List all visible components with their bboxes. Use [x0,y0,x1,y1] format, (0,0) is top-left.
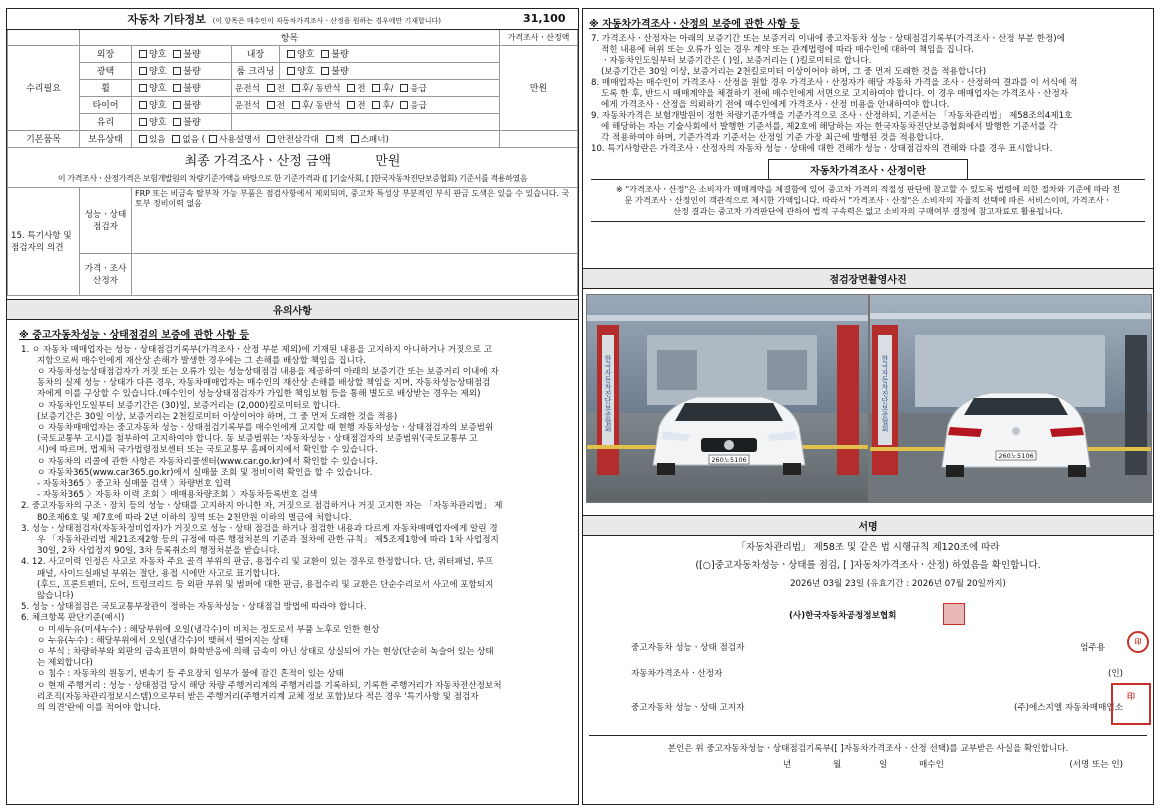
gloss-bad-checkbox[interactable] [173,67,181,75]
buyer-sign-mark: (서명 또는 인) [1069,760,1123,770]
notice-line: (후드, 프론트펜더, 도어, 트렁크리드 등 외판 부위 및 범퍼에 대한 판금, 용접수리 및 교환은 단순수리로서 사고에 포함되지 [37,579,494,590]
good-label: 양호 [149,67,167,77]
final-amount-title: 최종 가격조사ㆍ산정 금액 [184,153,331,169]
repair-needed-label: 수리필요 [8,45,80,130]
tire-options [132,96,232,113]
wheel-emergency-checkbox[interactable] [400,84,408,92]
notice-line: 자에게 이를 구상할 수 있습니다.(매수인이 성능상태점검자가 가입한 책임보험 등을 통해 별도로 배상받는 경우는 제외) [37,389,481,400]
notice-line: ㅇ 자동차성능상태점검자가 거짓 또는 오류가 있는 성능상태점검 내용을 제공하여 아래의 보증기간 또는 보증거리 이내에 자 [37,366,499,377]
glass-options [132,113,232,130]
day-label: 일 [879,760,888,770]
association-name [789,609,896,621]
garage-rear-scene-image [870,295,1152,503]
interior-options [280,45,500,62]
front-label: 전 [357,83,366,94]
inspector-sign-name: 엄주용 [1080,643,1105,653]
final-amount-desc: 이 가격조사ㆍ산정가격은 보험개발원의 차량기준가액을 바탕으로 한 기준가격과 ([ ]기술사회, [ ]한국자동차진단보증협회) 기준서를 적용하였음 [8,171,578,187]
basic-none-checkbox[interactable] [172,135,180,143]
notifier-row [631,701,1123,713]
wheel-passenger-rear-checkbox[interactable] [372,84,380,92]
triangle-checkbox[interactable] [267,135,275,143]
notice-line: - 자동차365 〉중고차 실매물 검색 〉차량번호 입력 [37,478,232,489]
good-label: 양호 [149,50,167,60]
glass-good-checkbox[interactable] [139,118,147,126]
exterior-bad-checkbox[interactable] [173,50,181,58]
notice-line: 리조직(자동차관리정보시스템)으로부터 받은 주행거리(주행거리계 교체 정보 포함)보다 적은 경우 '특기사항 및 점검자 [37,691,479,702]
notice-line: 2. 중고자동차의 구조ㆍ장치 등의 성능ㆍ상태를 고지하지 아니한 자, 거짓으로 점검하거나 거짓 고지한 자는 「자동차관리법」 제 [21,501,503,512]
roomcleaning-bad-checkbox[interactable] [321,67,329,75]
spanner-checkbox[interactable] [351,135,359,143]
notice-line: ㅇ 자동차365(www.car365.go.kr)에서 실매물 조회 및 정비이력 확인을 할 수 있습니다. [37,467,373,478]
notice-line: 는 제외합니다) [37,658,93,669]
exterior-good-checkbox[interactable] [139,50,147,58]
signature-bar: 서명 [583,515,1153,536]
photo-bar: 점검장면촬영사진 [583,268,1153,289]
rear-label: 후 [382,100,391,111]
notice-body [7,345,578,715]
gloss-label: 광택 [80,62,132,79]
final-amount [8,147,578,171]
notice-line: ㅇ 자동차의 리콜에 관한 사항은 자동차리콜센터(www.car.go.kr)에서 확인할 수 있습니다. [37,456,378,467]
wheel-passenger-front-checkbox[interactable] [347,84,355,92]
good-label: 양호 [149,101,167,111]
appraiser-sign-mark: (인) [1107,669,1123,679]
garage-front-scene-image [587,295,869,503]
col-price-header: 가격조사ㆍ산정액 [500,29,578,45]
other-info-title: 자동차 기타정보 [127,12,206,26]
price-line: 7. 가격조사ㆍ산정자는 아래의 보증기간 또는 보증거리 이내에 중고자동차 성능ㆍ상태점검기록부(가격조사ㆍ산정 부분 한정)에 [591,34,1065,44]
appraiser-row [631,667,1123,679]
inspection-photo-rear [869,294,1152,503]
manual-checkbox[interactable] [209,135,217,143]
basic-items-options: 있음 없음 ( 사용설명서 안전삼각대 잭 스패너) [132,130,500,147]
gloss-good-checkbox[interactable] [139,67,147,75]
year-label: 년 [783,760,792,770]
notice-line: 30일, 2차 사업정지 90일, 3차 등록취소의 행정처분을 받습니다. [37,546,280,557]
exterior-options [132,45,232,62]
price-line: 8. 매매업자는 매수인이 가격조사ㆍ산정을 원할 경우 가격조사ㆍ산정자가 해당 자동차 가격을 조사ㆍ산정하여 결과를 이 서식에 적 [591,78,1078,88]
wheel-positions: 운전석 전 후/ 동반석 전 후/ 응급 [232,79,500,96]
notice-line: ㅇ 부식 : 차량하부와 외판의 금속표면이 화학반응에 의해 금속이 아닌 상태로 상실되어 가는 현상(단순히 녹슬어 있는 상태 [37,646,494,657]
bad-label: 불량 [183,118,201,128]
tire-passenger-front-checkbox[interactable] [347,101,355,109]
tower-text: 한국자동차진단보증협회 [604,355,612,432]
definition-title: 자동차가격조사ㆍ산정이란 [768,159,968,179]
sign-date: 2026년 03월 23일 (유효기간 : 2026년 07월 20일까지) [790,579,1006,589]
wheel-label: 휠 [80,79,132,96]
notice-heading: ※ 중고자동차성능ㆍ상태점검의 보증에 관한 사항 등 [19,329,249,341]
interior-bad-checkbox[interactable] [321,50,329,58]
bad-label: 불량 [331,67,349,77]
notice-line: (국토교통부 고시)를 첨부하여 고지하여야 합니다. 동 보증범위는 '자동차성능ㆍ상태점검자의 보증범위'(국토교통부 고 [37,434,478,445]
notice-line: ㅇ 침수 : 자동차의 원동기, 변속기 등 주요장치 일부가 물에 잠긴 흔적이 있는 상태 [37,669,344,680]
tower-text: 한국자동차진단보증협회 [881,355,889,432]
price-line: 적힌 내용에 허위 또는 오류가 있는 경우 계약 또는 관계법령에 따라 매수인에 대하여 책임을 집니다. [601,45,975,55]
exterior-label: 외장 [80,45,132,62]
good-label: 양호 [297,67,315,77]
glass-label: 유리 [80,113,132,130]
price-line: 에 해당하는 자는 기술사회에서 발행한 기준서를, 제2호에 해당하는 자는 한국자동차진단보증협회에서 발행한 기준서를 각 [601,122,1058,132]
notifier-sign-label: 중고자동차 성능ㆍ상태 고지자 [631,703,745,713]
price-line: 에게 가격조사ㆍ산정을 의뢰하기 전에 매수인에게 가격조사ㆍ산정 비용을 안내하여야 합니다. [601,100,950,110]
driver-seat-label: 운전석 [235,100,260,111]
tire-emergency-checkbox[interactable] [400,101,408,109]
inspector-opinion: FRP 또는 비금속 탈부착 가능 부품은 점검사항에서 제외되며, 중고차 특성상 부분적인 부식 판금 도색은 있을 수 있습니다. 국토부 정비이력 없음 [132,187,578,253]
notice-line: 80조제6호 및 제7호에 따라 2년 이하의 징역 또는 2천만원 이하의 벌금에 처합니다. [37,512,352,523]
right-panel [582,8,1154,805]
tire-driver-rear-checkbox[interactable] [292,101,300,109]
appraiser-opinion [132,253,578,295]
price-line: (보증기간은 30일 이상, 보증거리는 2천킬로미터 이상이어야 하며, 그 중 먼저 도래한 것을 적용합니다) [601,67,987,77]
signature-section [583,539,1153,770]
bad-label: 불량 [331,50,349,60]
tire-driver-front-checkbox[interactable] [267,101,275,109]
wheel-bad-checkbox[interactable] [173,84,181,92]
notice-line: ㅇ 현재 주행거리 : 성능ㆍ상태점검 당시 해당 차량 주행거리계의 주행거리를 기록하되, 기록한 주행거리가 자동차전산정보처 [37,680,502,691]
basic-have-checkbox[interactable] [139,135,147,143]
inspector-label: 성능ㆍ상태 점검자 [80,187,132,253]
price-line: 각 적용하여야 하며, 기준가격과 기준서는 산정일 기준 가장 최근에 발행된 것을 적용합니다. [601,133,944,143]
final-amount-unit: 만원 [375,153,401,169]
rear-label: 후 [301,100,310,111]
notice-line: 6. 체크항목 판단기준(예시) [21,613,125,624]
definition-line: 산정 결과는 중고차 가격판단에 관하여 법적 구속력은 없고 소비자의 구매여부 결정에 참고자료로 활용됩니다. [673,206,1063,216]
notice-line: ㅇ 미세누유(미세누수) : 해당부위에 오일(냉각수)이 비치는 정도로서 부품 노후로 인한 현상 [37,624,380,635]
wheel-good-checkbox[interactable] [139,84,147,92]
wheel-driver-front-checkbox[interactable] [267,84,275,92]
roomcleaning-options [280,62,500,79]
front-label: 전 [276,83,285,94]
receipt-divider [589,735,1147,736]
emergency-label: 응급 [410,83,427,94]
col-item-header: 항목 [80,29,500,45]
none-label: 없음 [182,134,199,145]
special-remarks-label: 15. 특기사항 및 점검자의 의견 [8,187,80,295]
wheel-driver-rear-checkbox[interactable] [292,84,300,92]
notice-line: ㅇ 누유(누수) : 해당부위에서 오일(냉각수)이 맺혀서 떨어지는 상태 [37,635,289,646]
inspector-sign-label: 중고자동차 성능ㆍ상태 점검자 [631,643,745,653]
receipt-statement: 본인은 위 중고자동차성능ㆍ상태점검기록부([ ]자동차가격조사ㆍ산정 선택)를 교부받은 사실을 확인합니다. [667,744,1069,754]
inspection-photo-front [586,294,869,503]
notice-line: ㅇ 자동차인도일부터 보증기간은 (30)일, 보증거리는 (2,000)킬로미터로 합니다. [37,400,341,411]
notice-line: 우 「자동차관리법 제21조제2항 등의 규정에 따른 행정처분의 기준과 절차에 관한 규칙」 제5조제1항에 따라 1차 사업정지 [37,534,499,545]
notice-line: 5. 성능ㆍ상태점검은 국토교통부장관이 정하는 자동차성능ㆍ상태점검 방법에 따라야 합니다. [21,602,367,613]
spanner-label: 스패너 [360,134,386,145]
notice-line: 패널, 사이드실패널 부위는 절단, 용접 시에만 사고로 표기합니다. [37,568,281,579]
notice-line: 않습니다) [37,590,74,601]
left-panel [6,8,579,805]
roomcleaning-label: 룸 크리닝 [232,62,280,79]
notifier-sign-name: (주)에스지엘 자동차매매업소 [1013,703,1123,713]
price-guarantee-body [583,34,1153,155]
wheel-options [132,79,232,96]
sign-statement-1: 「자동차관리법」 제58조 및 같은 법 시행규칙 제120조에 따라 [736,542,1000,553]
tire-positions: 운전석 전 후/ 동반석 전 후/ 응급 [232,96,500,113]
month-label: 월 [833,760,842,770]
triangle-label: 안전삼각대 [277,134,319,145]
repair-unit: 만원 [500,45,578,130]
have-label: 있음 [149,134,166,145]
notice-line: 시)에 따르며, 법제처 국가법령정보센터 또는 국토교통부 홈페이지에서 확인할 수 있습니다. [37,445,378,456]
tire-good-checkbox[interactable] [139,101,147,109]
definition-body [591,179,1145,222]
interior-good-checkbox[interactable] [287,50,295,58]
roomcleaning-good-checkbox[interactable] [287,67,295,75]
inspector-row [631,641,1123,653]
price-line: ㆍ자동차인도일부터 보증기간은 ( )일, 보증거리는 ( )킬로미터로 합니다. [601,56,872,66]
driver-seat-label: 운전석 [235,83,260,94]
appraiser-sign-label: 자동차가격조사ㆍ산정자 [631,669,723,679]
notice-line: - 자동차365 〉자동차 이력 조회 〉매매용차량조회 〉자동차등록번호 검색 [37,490,318,501]
good-label: 양호 [297,50,315,60]
gloss-options [132,62,232,79]
notice-line: 4. 12. 사고이력 인정은 사고로 자동차 주요 골격 부위의 판금, 용접수리 및 교환이 있는 경우로 한정합니다. 단, 쿼터패널, 루프 [21,557,494,568]
passenger-seat-label: 동반석 [315,83,341,94]
jack-label: 잭 [335,134,344,145]
definition-line: ※ "가격조사ㆍ산정"은 소비자가 매매계약을 체결함에 있어 중고차 가격의 적절성 판단에 참고할 수 있도록 법령에 의한 절차와 기준에 따라 전 [615,184,1121,194]
page-number: 31,100 [523,12,566,26]
bad-label: 불량 [183,50,201,60]
notice-line: ㅇ 자동차매매업자는 중고자동차 성능ㆍ상태점검기록부를 매수인에게 고지할 때 현행 자동차성능ㆍ상태점검자의 보증범위 [37,422,494,433]
bad-label: 불량 [183,84,201,94]
notice-line: 의 의견'란에 이를 적어야 합니다. [37,703,161,713]
buyer-label: 매수인 [919,760,944,770]
good-label: 양호 [149,84,167,94]
association-label: (사)한국자동차공정정보협회 [789,611,897,621]
notice-bar: 유의사항 [7,299,578,320]
price-line: 도록 한 후, 반드시 매매계약을 체결하기 전에 매수인에게 서면으로 고지하여야 합니다. 이 경우 매매업자는 가격조사ㆍ산정자 [601,89,1069,99]
rear-label: 후 [301,83,310,94]
notice-line: 지함으로써 매수인에게 재산상 손해가 발생한 경우에는 그 손해를 배상할 책임을 집니다. [37,355,366,366]
interior-label: 내장 [232,45,280,62]
definition-line: 문 가격조사ㆍ산정인이 객관적으로 제시한 가액입니다. 따라서 "가격조사ㆍ산정"은 소비자의 자율적 선택에 따른 서비스이며, 가격조사ㆍ [624,195,1112,205]
dealer-seal-icon: 印 [1111,683,1151,725]
notice-line: 3. 성능ㆍ상태점검자(자동차정비업자)가 거짓으로 성능ㆍ상태 점검을 하거나 점검한 내용과 다르게 자동차매매업자에게 알린 경 [21,523,498,534]
bad-label: 불량 [183,101,201,111]
tire-bad-checkbox[interactable] [173,101,181,109]
appraiser-label: 가격ㆍ조사 산정자 [80,253,132,295]
good-label: 양호 [149,118,167,128]
passenger-seat-label: 동반석 [315,100,341,111]
notice-line: 동차의 실제 성능ㆍ상태가 다른 경우, 자동차매매업자는 매수인의 재산상 손해를 배상할 책임을 지며, 자동차성능상태점검 [37,378,491,389]
notice-line: 1. ㅇ 자동차 매매업자는 성능ㆍ상태점검기록부(가격조사ㆍ산정 부분 제외)에 기재된 내용을 고지하지 아니하거나 거짓으로 고 [21,344,493,355]
definition-box [591,159,1145,222]
tire-label: 타이어 [80,96,132,113]
plate-front-text: 260노5106 [711,456,747,464]
price-line: 9. 자동차가격은 보험개발원이 정한 차량기준가액을 기준가격으로 조사ㆍ산정하되, 기준서는 「자동차관리법」 제58조의4제1호 [591,111,1073,121]
manual-label: 사용설명서 [219,134,261,145]
other-info-table [7,9,578,296]
rear-label: 후 [382,83,391,94]
notice-line: (보증기간은 30일 이상, 보증거리는 2천킬로미터 이상이어야 하며, 그 중 먼저 도래한 것을 적용) [37,411,398,422]
sign-statement-2: ([○]중고자동차성능ㆍ상태를 점검, [ ]자동차가격조사ㆍ산정) 하였음을 확인합니다. [695,560,1041,571]
tire-passenger-rear-checkbox[interactable] [372,101,380,109]
front-label: 전 [357,100,366,111]
plate-rear-text: 260노5106 [998,452,1034,460]
glass-bad-checkbox[interactable] [173,118,181,126]
price-guarantee-heading: ※ 자동차가격조사ㆍ산정의 보증에 관한 사항 등 [589,19,800,30]
bad-label: 불량 [183,67,201,77]
price-line: 10. 특기사항란은 가격조사ㆍ산정자의 자동차 성능ㆍ상태에 대한 견해가 성능ㆍ상태점검자의 견해와 다를 경우 표시합니다. [591,144,1053,154]
holding-status-label: 보유상태 [80,130,132,147]
other-info-note: (이 항목은 매수인이 자동차가격조사ㆍ산정을 원하는 경우에만 기재합니다) [212,16,442,25]
association-seal-icon [943,603,965,625]
jack-checkbox[interactable] [326,135,334,143]
inspector-seal-icon: 印 [1127,631,1149,653]
basic-items-label: 기본품목 [8,130,80,147]
front-label: 전 [276,100,285,111]
emergency-label: 응급 [410,100,427,111]
